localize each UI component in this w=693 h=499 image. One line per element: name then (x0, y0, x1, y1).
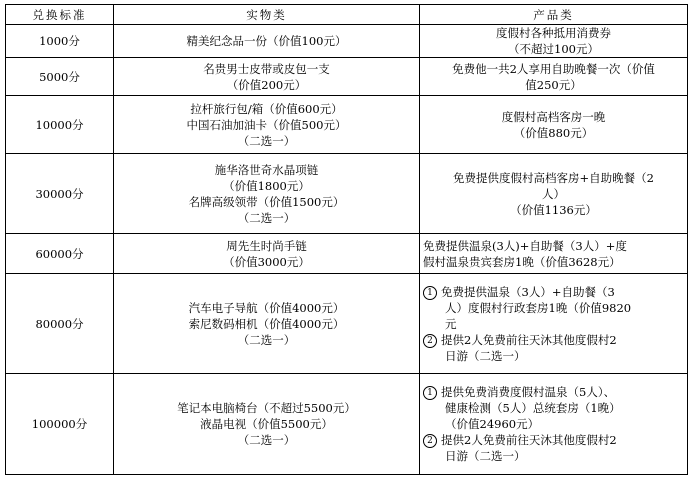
physical-cell (114, 96, 420, 154)
header-product: 产品类 (420, 5, 688, 25)
circled-number-icon: 2 (423, 434, 437, 448)
product-line: 免费提供温泉(3人)+自助餐（3人）+度 (423, 238, 627, 253)
product-cell (420, 58, 688, 96)
table-row (6, 154, 688, 234)
product-item-line: 1 免费提供温泉（3人）+自助餐（3 (423, 284, 684, 300)
product-cell (420, 154, 688, 234)
standard-cell: 10000分 (6, 96, 114, 154)
product-cell (420, 274, 688, 374)
product-cell (420, 96, 688, 154)
standard-cell: 30000分 (6, 154, 114, 234)
physical-line: （二选一） (237, 332, 296, 347)
product-line: 值250元） (525, 77, 582, 92)
physical-line: 精美纪念品一份（价值100元） (186, 34, 347, 48)
standard-cell: 5000分 (6, 58, 114, 96)
product-cell (420, 234, 688, 274)
product-line: 免费提供度假村高档客房+自助晚餐（2 (453, 170, 654, 185)
header-physical: 实物类 (114, 5, 420, 25)
product-line: 度假村高档客房一晚 (501, 109, 606, 124)
physical-line: （二选一） (237, 433, 296, 447)
physical-line: （二选一） (237, 133, 296, 148)
physical-line: 液晶电视（价值5500元） (200, 417, 333, 431)
product-line: 假村温泉贵宾套房1晚（价值3628元） (423, 254, 621, 269)
physical-line: （价值3000元） (223, 254, 310, 269)
circled-number-icon: 2 (423, 334, 437, 348)
product-item-line: 人）度假村行政套房1晚（价值9820 (445, 300, 632, 315)
product-item-line: 日游（二选一） (445, 449, 526, 463)
circled-number-icon: 1 (423, 286, 437, 300)
product-item-line: 1 提供免费消费度假村温泉（5人）、 (423, 384, 684, 400)
header-standard: 兑换标准 (6, 5, 114, 25)
table-row (6, 374, 688, 475)
physical-cell (114, 154, 420, 234)
physical-cell (114, 234, 420, 274)
table-row (6, 274, 688, 374)
header-row (6, 5, 688, 25)
product-cell (420, 374, 688, 475)
product-line: 度假村各种抵用消费券 (496, 26, 611, 40)
exchange-table (5, 4, 688, 475)
physical-cell (114, 58, 420, 96)
product-line: （价值1136元） (510, 202, 597, 217)
product-item-line: 健康检测（5人）总统套房（1晚） (445, 401, 621, 415)
physical-line: 索尼数码相机（价值4000元） (188, 316, 345, 331)
physical-cell (114, 274, 420, 374)
product-line: 免费他一共2人享用自助晚餐一次（价值 (452, 61, 655, 76)
physical-line: 施华洛世奇水晶项链 (214, 162, 319, 177)
product-item-line: 元 (445, 316, 457, 331)
physical-line: 周先生时尚手链 (226, 238, 307, 253)
product-item-line: 日游（二选一） (445, 348, 526, 363)
table-row (6, 234, 688, 274)
product-item-line: 2 提供2人免费前往天沐其他度假村2 (423, 432, 684, 448)
table-row (6, 96, 688, 154)
product-line: （价值880元） (513, 125, 594, 140)
product-cell (420, 25, 688, 58)
physical-line: （价值200元） (226, 77, 307, 92)
product-item-line: 2 提供2人免费前往天沐其他度假村2 (423, 332, 684, 348)
table-row (6, 58, 688, 96)
standard-cell: 60000分 (6, 234, 114, 274)
circled-number-icon: 1 (423, 386, 437, 400)
physical-line: （价值1800元） (223, 178, 310, 193)
product-item-line: （价值24960元） (445, 417, 540, 431)
physical-line: （二选一） (237, 210, 296, 225)
physical-line: 中国石油加油卡（价值500元） (186, 117, 347, 132)
product-line: 人） (542, 186, 565, 201)
physical-cell (114, 25, 420, 58)
standard-cell: 80000分 (6, 274, 114, 374)
physical-line: 笔记本电脑椅台（不超过5500元） (177, 401, 356, 415)
physical-line: 名牌高级领带（价值1500元） (188, 194, 345, 209)
physical-cell (114, 374, 420, 475)
table-row (6, 25, 688, 58)
standard-cell: 1000分 (6, 25, 114, 58)
physical-line: 汽车电子导航（价值4000元） (188, 300, 345, 315)
physical-line: 拉杆旅行包/箱（价值600元） (190, 101, 343, 116)
physical-line: 名贵男士皮带或皮包一支 (203, 61, 330, 76)
product-line: （不超过100元） (508, 42, 599, 56)
standard-cell: 100000分 (6, 374, 114, 475)
